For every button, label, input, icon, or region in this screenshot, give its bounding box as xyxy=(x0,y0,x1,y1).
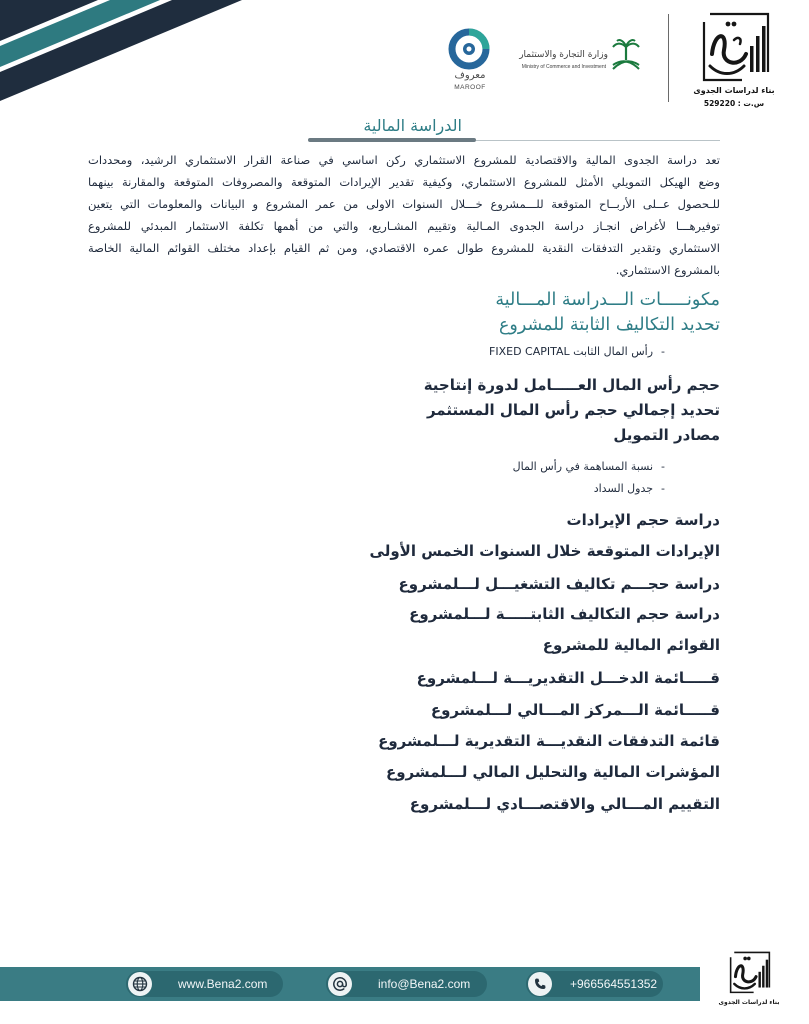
globe-icon xyxy=(128,972,152,996)
bullet-text: نسبة المساهمة في رأس المال xyxy=(512,460,654,473)
title-rule xyxy=(476,140,720,141)
bena-logo-icon xyxy=(726,950,774,1000)
brand-name: بناء لدراسات الجدوى xyxy=(693,86,775,95)
intro-line: تعد دراسة الجدوى المالية والاقتصادية للمشروع الاستثماري ركن اساسي في صناعة القرار الاستثماري الرشيد، ومحددات xyxy=(88,153,720,167)
section-heading: قائمة التدفقات النقديـــة التقديرية لـــلمشروع xyxy=(378,732,720,750)
header-divider xyxy=(668,14,669,102)
financing-sources-heading: مصادر التمويل xyxy=(613,426,720,444)
intro-paragraph xyxy=(88,149,720,281)
working-capital-heading: حجم رأس المال العـــــامل لدورة إنتاجية xyxy=(423,376,720,394)
section-heading: دراسة حجم التكاليف الثابتـــــة لـــلمشروع xyxy=(409,605,720,623)
components-heading: مكونـــــات الـــدراسة المـــالية xyxy=(495,290,720,310)
section-heading: قـــــائمة الـــمركز المـــالي لـــلمشروع xyxy=(430,701,720,719)
intro-line: الاستثماري وتقدير التدفقات النقدية للمشروع طوال عمره الاقتصادي، ومن ثم القيام بإعداد مختلف القوائم المالية الخاصة xyxy=(88,241,720,255)
corner-stripes-decoration xyxy=(0,0,250,105)
section-heading: دراسة حجم الإيرادات xyxy=(566,511,720,529)
bullet-item xyxy=(594,481,665,497)
bullet-text: رأس المال الثابت FIXED CAPITAL xyxy=(489,345,654,358)
email-text: info@Bena2.com xyxy=(378,977,471,991)
bullet-item xyxy=(513,459,665,475)
intro-line: للـحصول عــلى الأربــاح المتوقعة للـــمشروع خـــلال السنوات الاولى من عمر المشروع و البيانات والمعلومات التي يتعين xyxy=(88,197,720,211)
maroof-name-english: MAROOF xyxy=(454,84,486,91)
intro-line: توفيرهـــا لأغراض انجـاز دراسة الجدوى المـالية وتقييم المشـاريع، والتي من أهمها تكلفة الاستثمار المبدئي للمشروع xyxy=(88,219,720,233)
total-investment-heading: تحديد إجمالي حجم رأس المال المستثمر xyxy=(426,401,720,419)
footer-brand-name: بناء لدراسات الجدوى xyxy=(718,999,780,1006)
bullet-marker: - xyxy=(661,460,665,473)
bullet-marker: - xyxy=(661,482,665,495)
bullet-text: جدول السداد xyxy=(593,482,654,495)
bullet-marker: - xyxy=(661,345,665,358)
section-heading: القوائم المالية للمشروع xyxy=(542,636,720,654)
bena-logo-icon xyxy=(698,10,774,86)
bullet-item xyxy=(489,344,665,360)
title-underline xyxy=(308,138,476,142)
section-heading: المؤشرات المالية والتحليل المالي لـــلمشروع xyxy=(385,763,720,781)
section-heading: الإيرادات المتوقعة خلال السنوات الخمس الأولى xyxy=(369,542,720,560)
commercial-registration: س.ت : 529220 xyxy=(703,99,765,108)
website-text: www.Bena2.com xyxy=(178,977,268,991)
section-heading: قـــــائمة الدخـــل التقديريـــة لـــلمشروع xyxy=(416,669,720,687)
phone-icon xyxy=(528,972,552,996)
saudi-emblem-icon xyxy=(610,38,642,76)
intro-line: وضع الهيكل التمويلي الأمثل للمشروع الاستثماري، وكيفية تقدير الإيرادات المتوقعة والمصروفات المتوقعة والمقارنة بينهما xyxy=(88,175,720,189)
phone-text: +966564551352 xyxy=(570,977,658,991)
phone-link[interactable] xyxy=(526,971,663,997)
fixed-costs-heading: تحديد التكاليف الثابتة للمشروع xyxy=(498,315,720,335)
page-title: الدراسة المالية xyxy=(363,116,462,135)
section-heading: التقييم المـــالي والاقتصـــادي لـــلمشروع xyxy=(409,795,720,813)
section-heading: دراسة حجـــم تكاليف التشغيـــل لـــلمشروع xyxy=(398,575,720,593)
at-sign-icon xyxy=(328,972,352,996)
ministry-name-arabic: وزارة التجارة والاستثمار xyxy=(519,50,608,60)
ministry-name-english: Ministry of Commerce and Investment xyxy=(521,64,606,70)
maroof-name-arabic: معروف xyxy=(454,70,486,81)
email-link[interactable] xyxy=(326,971,487,997)
intro-line: بالمشروع الاستثماري. xyxy=(615,263,720,277)
website-link[interactable] xyxy=(126,971,283,997)
maroof-icon xyxy=(447,27,491,75)
